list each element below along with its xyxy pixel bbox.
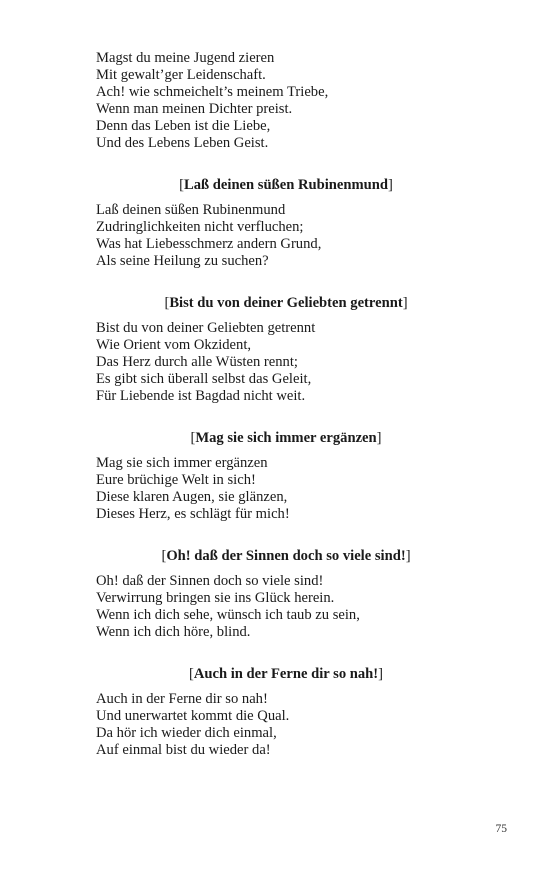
poem-title-text: Laß deinen süßen Rubinenmund bbox=[184, 177, 388, 193]
poem-title: [Oh! daß der Sinnen doch so viele sind!] bbox=[161, 548, 411, 564]
poem-line: Verwirrung bringen sie ins Glück herein. bbox=[96, 590, 335, 606]
poem-line: Und unerwartet kommt die Qual. bbox=[96, 708, 290, 724]
poem-line: Mit gewalt’ger Leidenschaft. bbox=[96, 67, 266, 83]
poem-title: [Bist du von deiner Geliebten getrennt] bbox=[164, 295, 408, 311]
poem-line: Ach! wie schmeichelt’s meinem Triebe, bbox=[96, 84, 329, 100]
poem-line: Mag sie sich immer ergänzen bbox=[96, 455, 268, 471]
poem-line: Es gibt sich überall selbst das Geleit, bbox=[96, 371, 312, 387]
poem-line: Dieses Herz, es schlägt für mich! bbox=[96, 506, 290, 522]
poem-line: Laß deinen süßen Rubinenmund bbox=[96, 202, 286, 218]
poem-line: Diese klaren Augen, sie glänzen, bbox=[96, 489, 288, 505]
poem-line: Auch in der Ferne dir so nah! bbox=[96, 691, 268, 707]
poem-line: Oh! daß der Sinnen doch so viele sind! bbox=[96, 573, 324, 589]
poem-stanza bbox=[96, 573, 476, 641]
poem-line: Denn das Leben ist die Liebe, bbox=[96, 118, 271, 134]
poem-line: Auf einmal bist du wieder da! bbox=[96, 742, 271, 758]
poem-stanza bbox=[96, 455, 476, 523]
poem-title-text: Bist du von deiner Geliebten getrennt bbox=[169, 295, 403, 311]
poem-stanza bbox=[96, 320, 476, 405]
poem-line: Was hat Liebesschmerz andern Grund, bbox=[96, 236, 322, 252]
poem-line: Wenn man meinen Dichter preist. bbox=[96, 101, 293, 117]
poem-stanza bbox=[96, 691, 476, 759]
poem-title: [Auch in der Ferne dir so nah!] bbox=[188, 666, 384, 682]
poem-line: Für Liebende ist Bagdad nicht weit. bbox=[96, 388, 306, 404]
poem-title: [Laß deinen süßen Rubinenmund] bbox=[179, 177, 393, 193]
poem-line: Eure brüchige Welt in sich! bbox=[96, 472, 256, 488]
poem-line: Bist du von deiner Geliebten getrennt bbox=[96, 320, 316, 336]
poem-line: Da hör ich wieder dich einmal, bbox=[96, 725, 277, 741]
poem-stanza bbox=[96, 202, 476, 270]
poem-line: Das Herz durch alle Wüsten rennt; bbox=[96, 354, 298, 370]
poem-title: [Mag sie sich immer ergänzen] bbox=[190, 430, 382, 446]
poem-line: Wenn ich dich höre, blind. bbox=[96, 624, 251, 640]
poem-line: Zudringlichkeiten nicht verfluchen; bbox=[96, 219, 304, 235]
poem-title-text: Auch in der Ferne dir so nah! bbox=[193, 666, 379, 682]
poem-line: Wie Orient vom Okzident, bbox=[96, 337, 252, 353]
page-number: 75 bbox=[495, 823, 507, 835]
poem-title-text: Oh! daß der Sinnen doch so viele sind! bbox=[166, 548, 406, 564]
poem-stanza bbox=[96, 50, 476, 152]
poem-line: Magst du meine Jugend zieren bbox=[96, 50, 275, 66]
poem-line: Wenn ich dich sehe, wünsch ich taub zu sein, bbox=[96, 607, 360, 623]
poem-line: Als seine Heilung zu suchen? bbox=[96, 253, 269, 269]
poem-title-text: Mag sie sich immer ergänzen bbox=[195, 430, 377, 446]
poem-line: Und des Lebens Leben Geist. bbox=[96, 135, 269, 151]
